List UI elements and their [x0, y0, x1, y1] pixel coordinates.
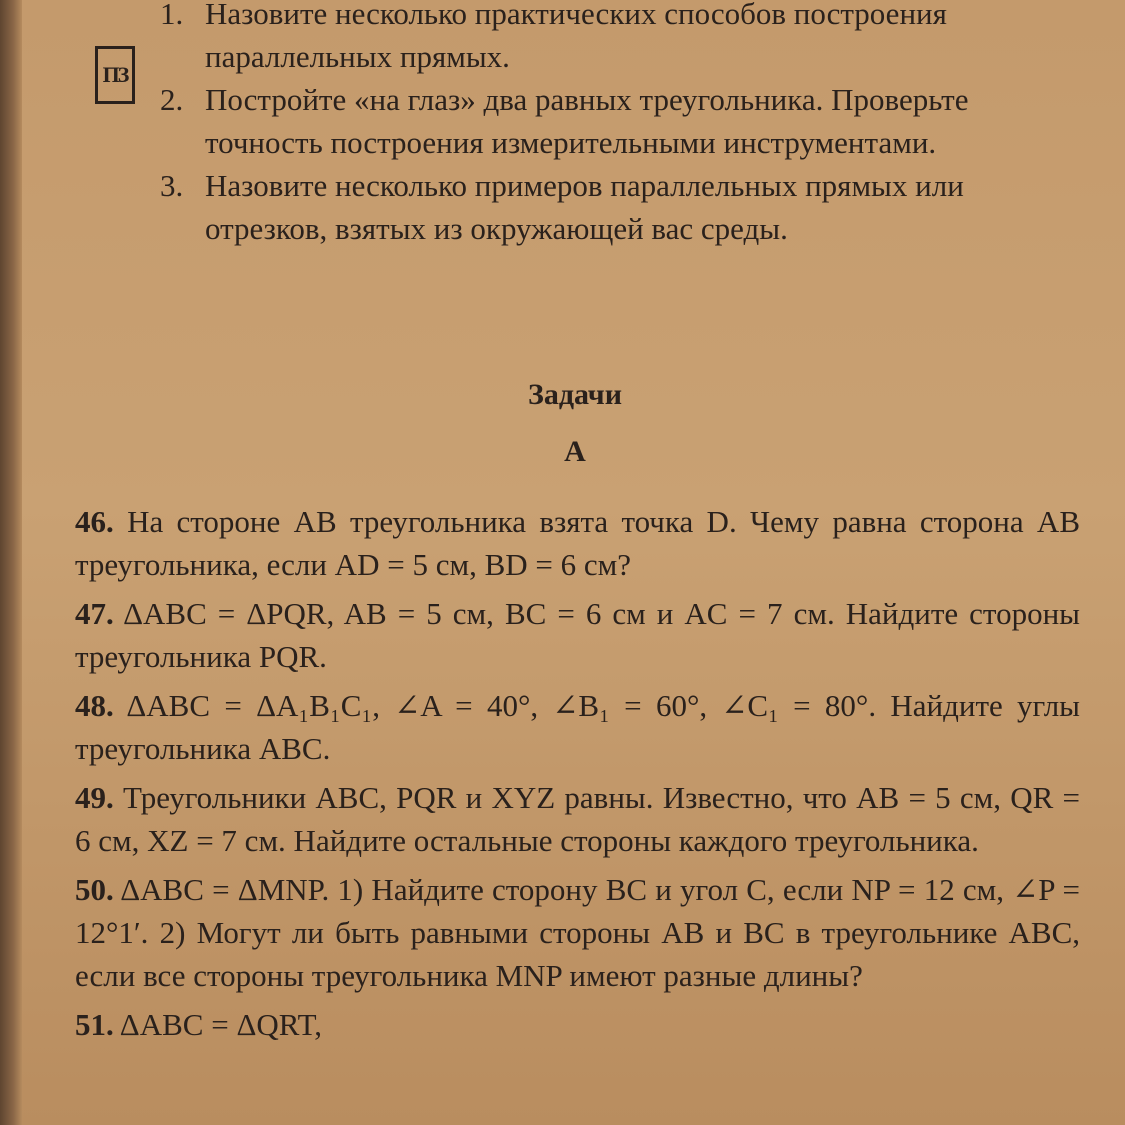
- problem-number: 48.: [75, 688, 114, 723]
- review-questions: [160, 0, 1070, 250]
- question-text: Постройте «на глаз» два равных треугольника. Проверьте точность построения измерительными инструментами.: [205, 82, 969, 160]
- question-item: [160, 164, 1070, 250]
- problem-item: [75, 1003, 1080, 1046]
- practical-task-label: ПЗ: [102, 62, 128, 87]
- textbook-page: [60, 0, 1090, 1125]
- problem-item: [75, 776, 1080, 862]
- problem-number: 49.: [75, 780, 114, 815]
- question-item: [160, 0, 1070, 78]
- problem-text: Треугольники ABC, PQR и XYZ равны. Известно, что AB = 5 см, QR = 6 см, XZ = 7 см. Найдите остальные стороны каждого треугольника.: [75, 780, 1081, 858]
- question-item: [160, 78, 1070, 164]
- section-level: А: [564, 435, 586, 468]
- problem-number: 51.: [75, 1007, 114, 1042]
- question-text: Назовите несколько практических способов построения параллельных прямых.: [205, 0, 947, 74]
- question-number: 3.: [160, 168, 184, 203]
- section-title: Задачи: [527, 378, 622, 411]
- book-spine-shadow: [0, 0, 22, 1125]
- question-number: 1.: [160, 0, 184, 31]
- problem-item: [75, 592, 1080, 678]
- problem-text: ΔABC = ΔMNP. 1) Найдите сторону BC и угол C, если NP = 12 см, ∠P = 12°1′. 2) Могут ли быть равными стороны AB и BC в треугольнике ABC, если все стороны треугольника MNP имеют разные длины?: [75, 872, 1080, 993]
- problem-number: 46.: [75, 504, 114, 539]
- problem-item: [75, 684, 1080, 770]
- problem-item: [75, 868, 1080, 997]
- question-number: 2.: [160, 82, 184, 117]
- problem-text: На стороне AB треугольника взята точка D. Чему равна сторона AB треугольника, если AD = 5 см, BD = 6 см?: [75, 504, 1080, 582]
- problem-number: 50.: [75, 872, 114, 907]
- problem-text: ΔABC = ΔQRT,: [119, 1007, 322, 1042]
- question-text: Назовите несколько примеров параллельных прямых или отрезков, взятых из окружающей вас среды.: [205, 168, 964, 246]
- problem-text: ΔABC = ΔPQR, AB = 5 см, BC = 6 см и AC = 7 см. Найдите стороны треугольника PQR.: [75, 596, 1080, 674]
- problem-item: [75, 500, 1080, 586]
- problem-text: ΔABC = ΔA₁B₁C₁, ∠A = 40°, ∠B₁ = 60°, ∠C₁ = 80°. Найдите углы треугольника ABC.: [75, 688, 1080, 766]
- problem-list: [75, 500, 1080, 1052]
- problem-number: 47.: [75, 596, 114, 631]
- practical-task-icon: [95, 46, 135, 104]
